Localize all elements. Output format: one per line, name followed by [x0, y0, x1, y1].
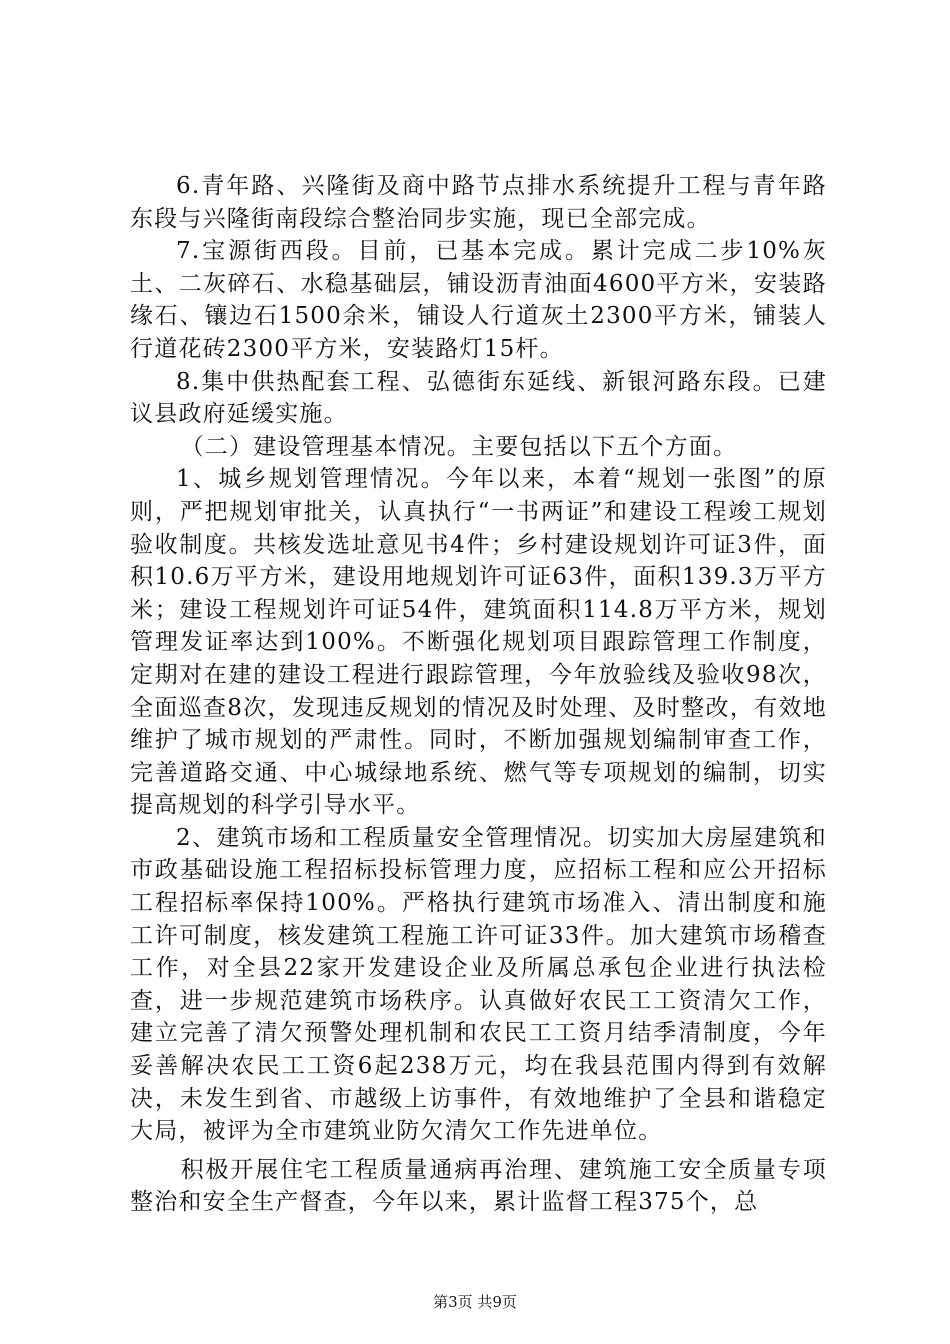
section-heading-2: （二）建设管理基本情况。主要包括以下五个方面。: [180, 433, 738, 460]
paragraph-planning-management: 1、城乡规划管理情况。今年以来，本着“规划一张图”的原则，严把规划审批关，认真执行“一书两证”和建设工程竣工规划验收制度。共核发选址意见书4件；乡村建设规划许可证3件，面积10.6万平方米，建设用地规划许可证63件，面积139.3万平方米；建设工程规划许可证54件，建筑面积114.8万平方米，规划管理发证率达到100%。不断强化规划项目跟踪管理工作制度，定期对在建的建设工程进行跟踪管理，今年放验线及验收98次，全面巡查8次，发现违反规划的情况及时处理、及时整改，有效地维护了城市规划的严肃性。同时，不断加强规划编制审查工作，完善道路交通、中心城绿地系统、燃气等专项规划的编制，切实提高规划的科学引导水平。: [130, 466, 827, 819]
paragraph-item-6: 6.青年路、兴隆街及商中路节点排水系统提升工程与青年路东段与兴隆街南段综合整治同步实施，现已全部完成。: [130, 173, 827, 232]
paragraph-item-8: 8.集中供热配套工程、弘德街东延线、新银河路东段。已建议县政府延缓实施。: [130, 368, 827, 428]
paragraph-construction-market: 2、建筑市场和工程质量安全管理情况。切实加大房屋建筑和市政基础设施工程招标投标管理力度，应招标工程和应公开招标工程招标率保持100%。严格执行建筑市场准入、清出制度和施工许可制度，核发建筑工程施工许可证33件。加大建筑市场稽查工作，对全县22家开发建设企业及所属总承包企业进行执法检查，进一步规范建筑市场秩序。认真做好农民工工资清欠工作，建立完善了清欠预警处理机制和农民工工资月结季清制度，今年妥善解决农民工工资6起238万元，均在我县范围内得到有效解决，未发生到省、市越级上访事件，有效地维护了全县和谐稳定大局，被评为全市建筑业防欠清欠工作先进单位。: [130, 824, 827, 1145]
page-number-footer: 第3页 共9页: [433, 1293, 517, 1311]
paragraph-item-7: 7.宝源街西段。目前，已基本完成。累计完成二步10%灰土、二灰碎石、水稳基础层，铺设沥青油面4600平方米，安装路缘石、镶边石1500余米，铺设人行道灰土2300平方米，铺装人行道花砖2300平方米，安装路灯15杆。: [130, 238, 827, 362]
document-body: [130, 170, 827, 1219]
paragraph-quality-supervision: 积极开展住宅工程质量通病再治理、建筑施工安全质量专项整治和安全生产督查，今年以来，累计监督工程375个，总: [130, 1156, 827, 1216]
